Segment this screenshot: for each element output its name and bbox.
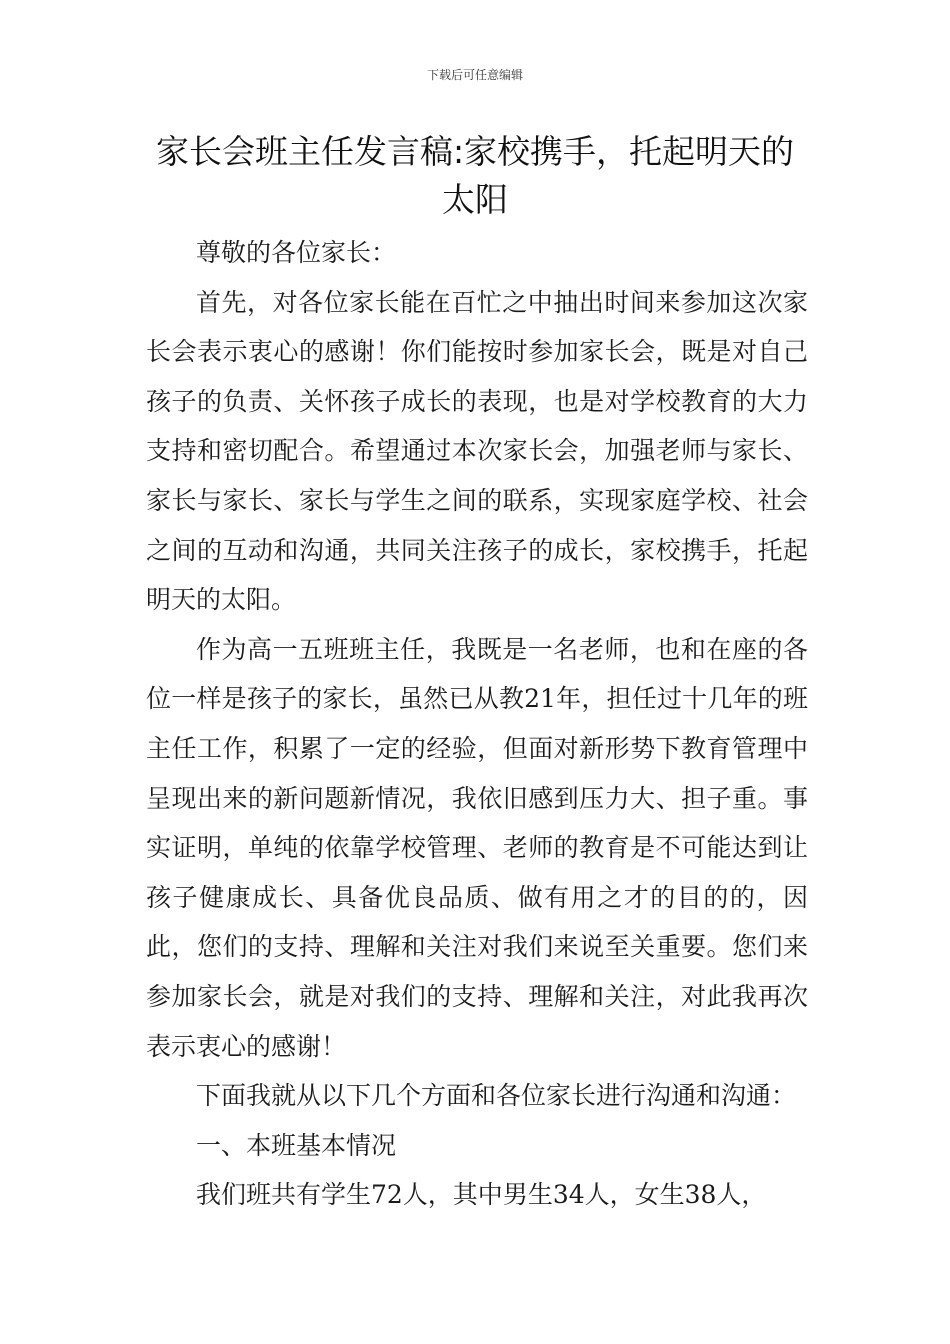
body-paragraph: 作为高一五班班主任，我既是一名老师，也和在座的各位一样是孩子的家长，虽然已从教21年，担任过十几年的班主任工作，积累了一定的经验，但面对新形势下教育管理中呈现出来的新问题新情况，我依旧感到压力大、担子重。事实证明，单纯的依靠学校管理、老师的教育是不可能达到让孩子健康成长、具备优良品质、做有用之才的目的的，因此，您们的支持、理解和关注对我们来说至关重要。您们来参加家长会，就是对我们的支持、理解和关注，对此我再次表示衷心的感谢！ — [146, 634, 808, 1061]
salutation-paragraph: 尊敬的各位家长： — [196, 238, 397, 267]
body-paragraph: 我们班共有学生72人，其中男生34人，女生38人， — [196, 1180, 767, 1210]
document-title: 家长会班主任发言稿:家校携手，托起明天的太阳 — [155, 132, 795, 219]
document-body — [146, 228, 808, 1220]
body-paragraph: 首先，对各位家长能在百忙之中抽出时间来参加这次家长会表示衷心的感谢！你们能按时参加家长会，既是对自己孩子的负责、关怀孩子成长的表现，也是对学校教育的大力支持和密切配合。希望通过本次家长会，加强老师与家长、家长与家长、家长与学生之间的联系，实现家庭学校、社会之间的互动和沟通，共同关注孩子的成长，家校携手，托起明天的太阳。 — [146, 287, 808, 615]
section-heading: 一、本班基本情况 — [196, 1130, 397, 1160]
header-note: 下载后可任意编辑 — [426, 68, 523, 82]
body-paragraph: 下面我就从以下几个方面和各位家长进行沟通和沟通： — [196, 1081, 797, 1111]
